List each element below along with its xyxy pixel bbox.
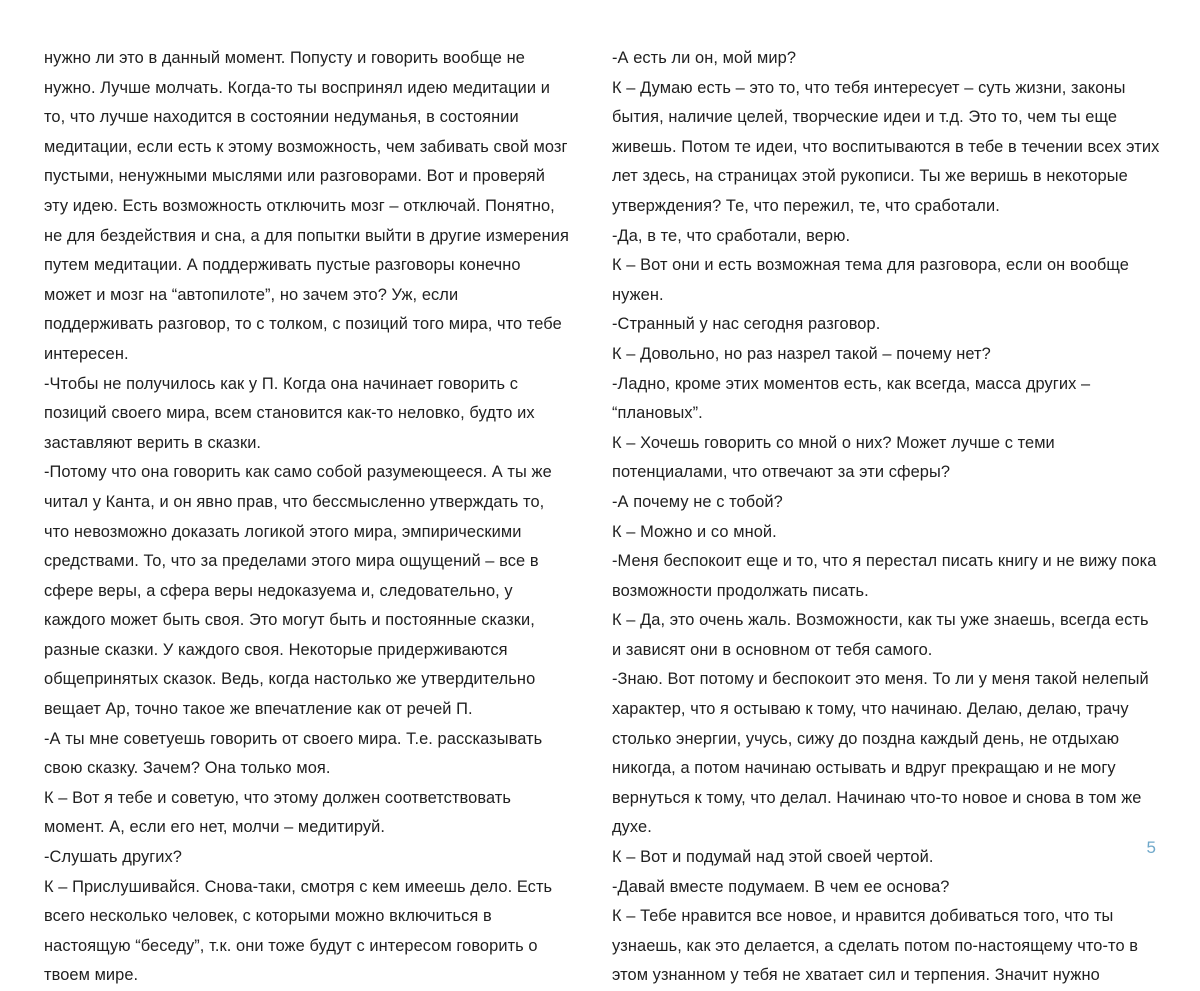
paragraph: -А ты мне советуешь говорить от своего мира. Т.е. рассказывать свою сказку. Зачем? Она только моя. (44, 729, 543, 778)
paragraph: -Ладно, кроме этих моментов есть, как всегда, масса других – “плановых”. (612, 374, 1091, 423)
paragraph: -А есть ли он, мой мир? (612, 49, 797, 67)
paragraph: К – Вот они и есть возможная тема для разговора, если он вообще нужен. (612, 256, 1129, 304)
paragraph: -Чтобы не получилось как у П. Когда она начинает говорить с позиций своего мира, всем становится как-то неловко, будто их заставляют верить в сказки. (44, 374, 535, 452)
paragraph: -Слушать других? (44, 848, 183, 867)
paragraph: -Знаю. Вот потому и беспокоит это меня. То ли у меня такой нелепый характер, что я остываю к тому, что начинаю. Делаю, делаю, трачу столько энергии, учусь, сижу до поздна каждый день, не отдыхаю никогда, а потом начинаю остывать и вдруг прекращаю и не могу вернуться к тому, что делал. Начинаю что-то новое и снова в том же духе. (612, 670, 1149, 837)
paragraph: К – Прислушивайся. Снова-таки, смотря с кем имеешь дело. Есть всего несколько человек, с которыми можно включиться в настоящую “беседу”, т.к. они тоже будут с интересом говорить о твоем мире. (44, 877, 553, 985)
paragraph: -Да, в те, что сработали, верю. (612, 226, 851, 245)
paragraph: К – Хочешь говорить со мной о них? Может лучше с теми потенциалами, что отвечают за эти сферы? (612, 433, 1055, 482)
paragraph: -Давай вместе подумаем. В чем ее основа? (612, 877, 950, 896)
paragraph: К – Вот и подумай над этой своей чертой. (612, 848, 934, 867)
paragraph: -Меня беспокоит еще и то, что я перестал писать книгу и не вижу пока возможности продолжать писать. (612, 552, 1157, 600)
paragraph: -А почему не с тобой? (612, 492, 783, 511)
paragraph: -Потому что она говорить как само собой разумеющееся. А ты же читал у Канта, и он явно прав, что бессмысленно утверждать то, что невозможно доказать логикой этого мира, эмпирическими средствами. То, что за пределами этого мира ощущений – все в сфере веры, а сфера веры недоказуема и, следовательно, у каждого может быть своя. Это могут быть и постоянные сказки, разные сказки. У каждого своя. Некоторые придерживаются общепринятых сказок. Ведь, когда настолько же утвердительно вещает Ар, точно такое же впечатление как от речей П. (44, 463, 552, 719)
paragraph: К – Довольно, но раз назрел такой – почему нет? (612, 344, 991, 363)
paragraph: К – Да, это очень жаль. Возможности, как ты уже знаешь, всегда есть и зависят они в основном от тебя самого. (612, 611, 1149, 659)
left-text-column (44, 44, 571, 991)
right-text-column (612, 44, 1160, 991)
paragraph: К – Думаю есть – это то, что тебя интересует – суть жизни, законы бытия, наличие целей, творческие идеи и т.д. Это то, чем ты еще живешь. Потом те идеи, что воспитываются в тебе в течении всех этих лет здесь, на страницах этой рукописи. Ты же веришь в некоторые утверждения? Те, что пережил, те, что сработали. (612, 78, 1160, 215)
paragraph: нужно ли это в данный момент. Попусту и говорить вообще не нужно. Лучше молчать. Когда-то ты воспринял идею медитации и то, что лучше находится в состоянии недуманья, в состоянии медитации, если есть к этому возможность, чем забивать свой мозг пустыми, ненужными мыслями или разговорами. Вот и проверяй эту идею. Есть возможность отключить мозг – отключай. Понятно, не для бездействия и сна, а для попытки выйти в другие измерения путем медитации. А поддерживать пустые разговоры конечно может и мозг на “автопилоте”, но зачем это? Уж, если поддерживать разговор, то с толком, с позиций того мира, что тебе интересен. (44, 49, 569, 363)
paragraph: К – Можно и со мной. (612, 522, 777, 541)
paragraph: -Странный у нас сегодня разговор. (612, 315, 881, 334)
page-number: 5 (1146, 838, 1156, 857)
paragraph: К – Тебе нравится все новое, и нравится добиваться того, что ты узнаешь, как это делается, а сделать потом по-настоящему что-то в этом узнанном у тебя не хватает сил и терпения. Значит нужно (612, 907, 1139, 985)
paragraph: К – Вот я тебе и советую, что этому должен соответствовать момент. А, если его нет, молчи – медитируй. (44, 788, 512, 837)
